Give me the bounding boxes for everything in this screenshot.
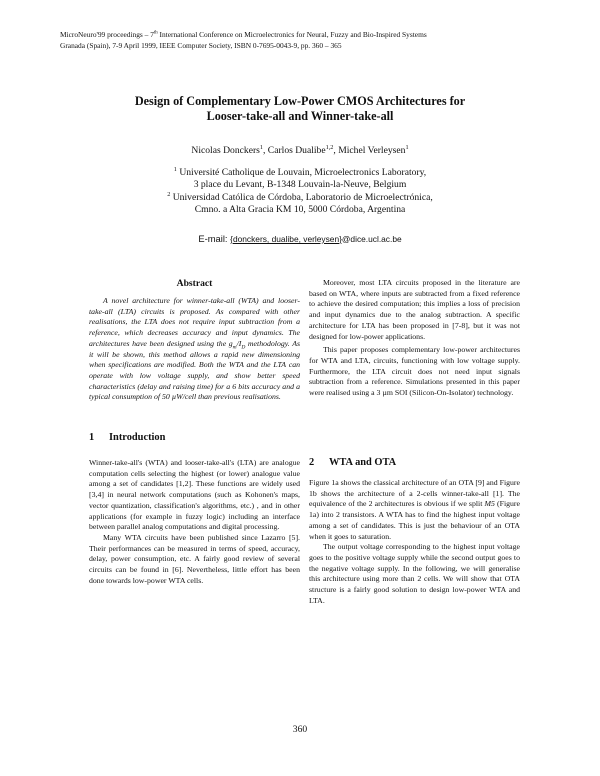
title-line-1: Design of Complementary Low-Power CMOS Architectures for — [134, 94, 466, 108]
author-1: Nicolas Donckers — [191, 145, 260, 156]
section-1-heading: 1 Introduction — [89, 432, 166, 443]
paper-title — [40, 94, 560, 123]
right-paragraph-2: This paper proposes complementary low-power architectures for WTA and LTA, circuits, functioning with low voltage supply. Furthermore, the LTA circuit does not need input signals subtraction from a reference. Simulations presented in this paper were realised using a 3 µm SOI (Silicon-On-Isolator) technology. — [309, 345, 520, 398]
email-domain: @dice.ucl.ac.be — [341, 234, 402, 244]
section-2-body — [309, 478, 520, 606]
section-2-heading: 2 WTA and OTA — [309, 457, 397, 468]
running-header-line-2: Granada (Spain), 7-9 April 1999, IEEE Computer Society, ISBN 0-7695-0043-9, pp. 360 – 365 — [60, 40, 342, 50]
author-2: Carlos Dualibe — [267, 145, 326, 156]
email-label: E-mail: — [198, 233, 231, 244]
intro-paragraph-1: Winner-take-all's (WTA) and looser-take-all's (LTA) are analogue computation cells selecting the highest (or lower) analogue value among a set of candidates [1,2]. These functions are widely used [3,4] in neural network computations (such as Kohonen's maps, vector quantization, classification's algorithms, etc.) , and in other applications (for example in fuzzy logic) including an interface between parallel analog computations and digital processing. — [89, 458, 300, 532]
section-1-body — [89, 458, 300, 586]
author-3: Michel Verleysen — [338, 145, 406, 156]
page-number: 360 — [292, 724, 308, 735]
running-header-line-1: MicroNeuro'99 proceedings – 7th International Conference on Microelectronics for Neural, Fuzzy and Bio-Inspired Systems — [60, 30, 427, 39]
email-line — [40, 233, 560, 244]
wta-paragraph-2: The output voltage corresponding to the highest input voltage goes to the positive voltage supply while the second output goes to the negative voltage supply. In the following, we will generalise this architecture using more than 2 cells. We will show that OTA structure is a fairly good solution to design low-power WTA and LTA. — [309, 542, 520, 605]
affiliation-1-line-1: $^1$ Université Catholique de Louvain, Microelectronics Laboratory, — [173, 165, 427, 178]
title-line-2: Looser-take-all and Winner-take-all — [206, 108, 394, 123]
right-column-intro — [309, 278, 520, 399]
abstract-heading: Abstract — [176, 278, 213, 289]
wta-paragraph-1: Figure 1a shows the classical architecture of an OTA [9] and Figure 1b shows the architecture of a 2-cells winner-take-all [1]. The equivalence of the 2 architectures is obvious if we split M5 (Figure 1a) into 2 transistors. A WTA has to find the highest input voltage among a set of candidates. This is just the behaviour of an OTA when it goes to saturation. — [309, 478, 520, 541]
author-list: Nicolas Donckers$^1$, Carlos Dualibe$^{1,2}$, Michel Verleysen$^1$ — [191, 143, 409, 156]
email-link[interactable]: {donckers, dualibe, verleysen} — [230, 234, 342, 244]
affiliation-2-line-2: Cmno. a Alta Gracia KM 10, 5000 Córdoba, Argentina — [194, 203, 406, 215]
affiliation-1-line-2: 3 place du Levant, B-1348 Louvain-la-Neuve, Belgium — [193, 179, 407, 191]
abstract-body: A novel architecture for winner-take-all (WTA) and looser-take-all (LTA) circuits is proposed. As compared with other realisations, the LTA does not require input subtraction from a reference, which decreases accuracy and input dynamics. The architectures have been designed using the $g_m/I_D$ methodology. As it will be shown, this method allows a rapid new dimensioning when specifications are modified. Both the WTA and the LTA can operate with low voltage supply, and show better speed characteristics (delay and raising time) for a 6 bits accuracy and a typical consumption of 50 µW/cell than previous realisations. — [89, 296, 300, 402]
intro-paragraph-2: Many WTA circuits have been published since Lazarro [5]. Their performances can be measured in terms of speed, accuracy, delay, power consumption, etc. A fairly good review of several circuits can be found in [6]. Nevertheless, little effort has been done towards low-power WTA cells. — [89, 532, 300, 585]
affiliation-2-line-1: $^2$ Universidad Católica de Córdoba, Laboratorio de Microelectrónica, — [167, 190, 433, 203]
affiliations — [40, 167, 560, 216]
running-header — [60, 30, 550, 51]
right-paragraph-1: Moreover, most LTA circuits proposed in the literature are based on WTA, where inputs are subtracted from a fixed reference to achieve the desired computation; this implies a loss of precision and input dynamics due to the analog subtraction. A specific architecture for LTA has been proposed in [7-8], but it was not designed for low-power applications. — [309, 278, 520, 341]
